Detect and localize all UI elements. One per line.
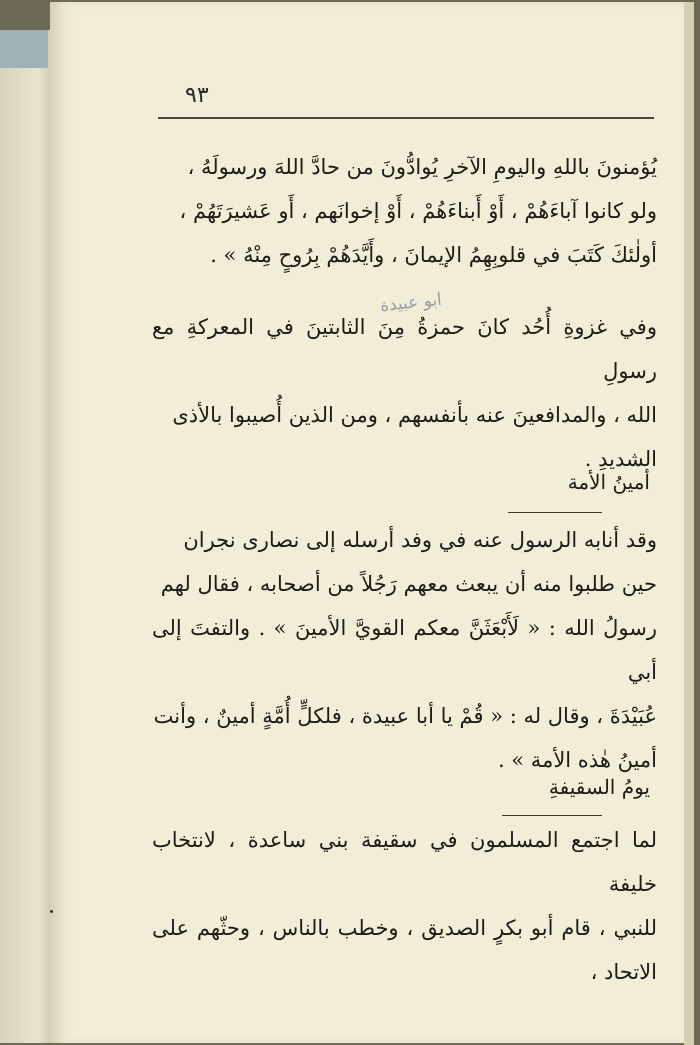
page-stack-edge (0, 30, 55, 1043)
text-line: الله ، والمدافعينَ عنه بأنفسهم ، ومن الذين أُصيبوا بالأذى (172, 403, 657, 427)
text-line: رسولُ الله : « لَأَبْعَثَنَّ معكم القويَّ الأمينَ » . والتفتَ إلى أبي (152, 616, 657, 684)
text-line: يُؤمنونَ باللهِ واليومِ الآخرِ يُوادُّونَ من حادَّ اللهَ ورسولَهُ ، (187, 155, 657, 179)
heading-underline (502, 815, 602, 816)
section-heading-saqifa: يومُ السقيفةِ (548, 775, 650, 799)
next-page-edge (684, 2, 694, 1045)
header-rule (158, 117, 654, 119)
text-line: للنبي ، قام أبو بكرٍ الصديق ، وخطب بالناس ، وحثّهم على الاتحاد ، (152, 916, 657, 984)
section-heading-amin: أمينُ الأمة (567, 470, 650, 494)
paragraph-najran (152, 518, 657, 782)
text-line: الشديدِ . (584, 447, 657, 471)
heading-underline (508, 512, 602, 513)
margin-dot (50, 910, 53, 913)
text-line: أولٰئكَ كَتَبَ في قلوبِهِمُ الإيمانَ ، وأَيَّدَهُمْ بِرُوحٍ مِنْهُ » . (210, 243, 657, 267)
quote-block (152, 145, 657, 277)
text-line: لما اجتمع المسلمون في سقيفة بني ساعدة ، لانتخاب خليفة (152, 828, 657, 896)
text-line: أمينُ هٰذه الأمة » . (497, 748, 657, 772)
text-line: عُبَيْدَةَ ، وقال له : « قُمْ يا أبا عبيدة ، فلكلٍّ أُمَّةٍ أمينٌ ، وأنت (153, 704, 657, 728)
text-line: ولو كانوا آباءَهُمْ ، أَوْ أَبناءَهُمْ ، أَوْ إخوانَهم ، أَو عَشيرَتَهُمْ ، (179, 199, 657, 223)
text-line: وفي غزوةِ أُحُد كانَ حمزةُ مِنَ الثابتينَ في المعركةِ مع رسولِ (152, 315, 657, 383)
paragraph-uhud (152, 305, 657, 481)
text-line: وقد أنابه الرسول عنه في وفد أرسله إلى نصارى نجران (183, 528, 657, 552)
paragraph-saqifa (152, 818, 657, 994)
page-number: ٩٣ (185, 83, 209, 108)
text-line: حين طلبوا منه أن يبعث معهم رَجُلاً من أصحابه ، فقال لهم (160, 572, 657, 596)
pencil-annotation: ابو عبيدة (379, 289, 443, 317)
book-cover-edge (0, 30, 48, 68)
